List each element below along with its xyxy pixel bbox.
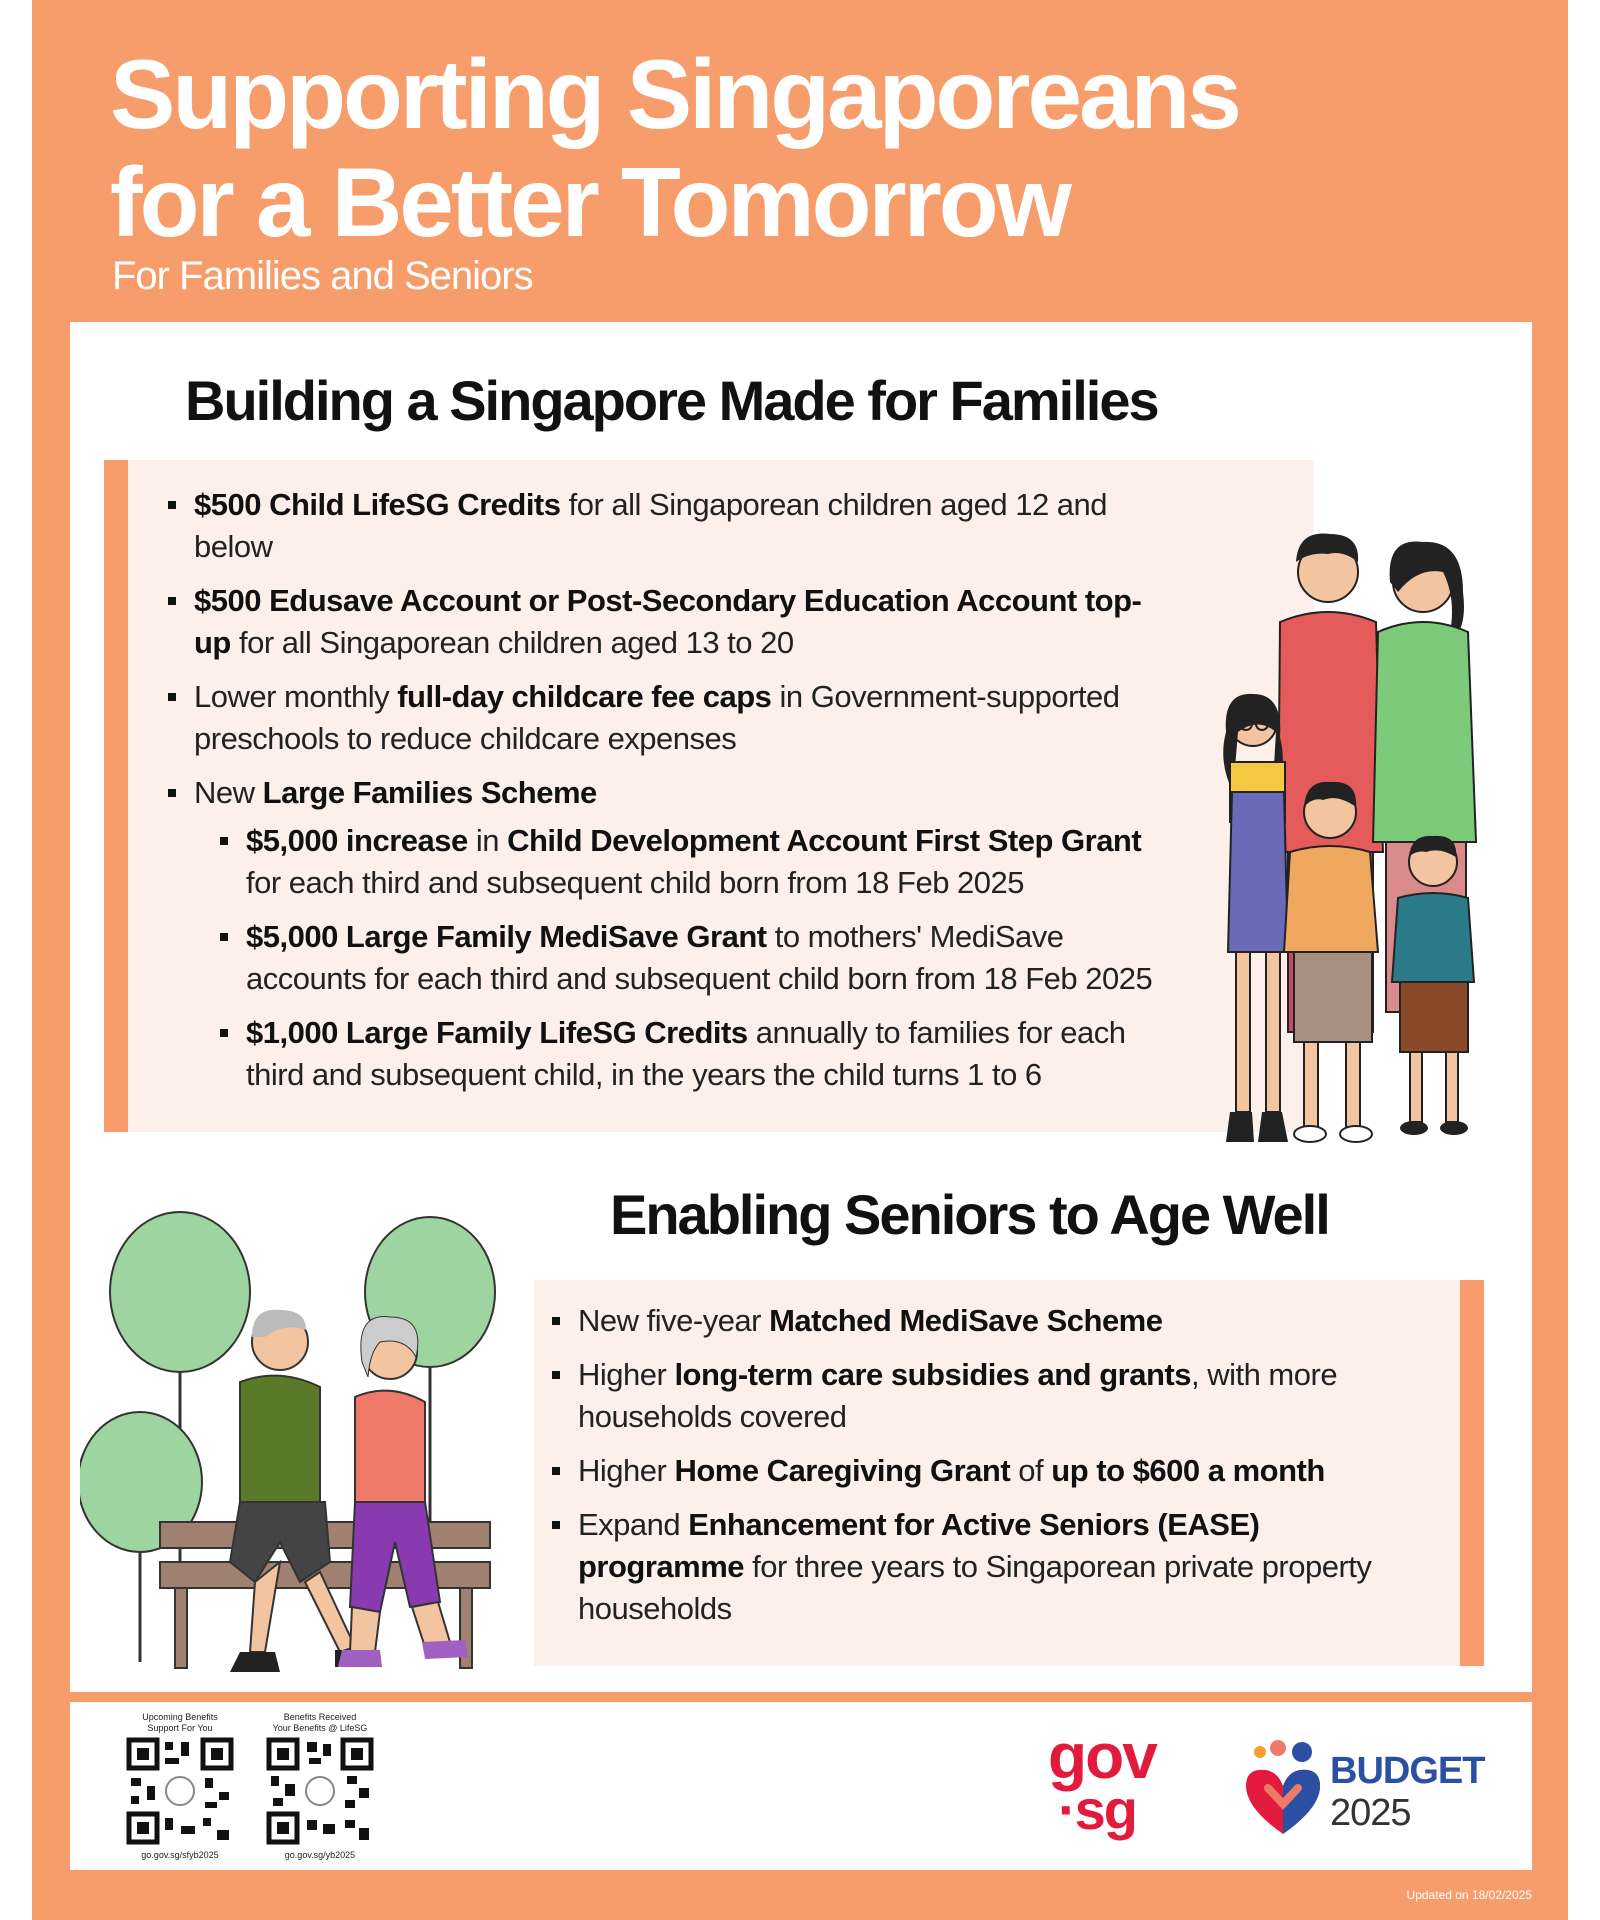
qr-url[interactable]: go.gov.sg/yb2025: [284, 1850, 356, 1860]
govsg-logo-bottom: ·sg: [1058, 1778, 1136, 1841]
qr-caption-line: Upcoming Benefits: [142, 1712, 218, 1722]
item-pre: New five-year: [578, 1303, 770, 1338]
item-bold: $5,000 Large Family MediSave Grant: [246, 919, 767, 954]
item-bold: $1,000 Large Family LifeSG Credits: [246, 1015, 748, 1050]
item-text: for all Singaporean children aged 13 to 20: [230, 625, 794, 660]
list-item: [168, 676, 1168, 760]
govsg-logo-top: gov: [1048, 1720, 1156, 1792]
budget-label: BUDGET: [1330, 1750, 1485, 1792]
budget-2025-logo: [1238, 1738, 1498, 1838]
sub-list-item: [194, 916, 1168, 1000]
families-list: [168, 484, 1168, 1108]
qr-benefits-received[interactable]: [250, 1712, 390, 1860]
seniors-panel: [534, 1280, 1484, 1666]
page-subtitle: For Families and Seniors: [112, 254, 533, 298]
families-panel: [104, 460, 1314, 1132]
item-bold-2: up to $600 a month: [1051, 1453, 1325, 1488]
list-item: [552, 1300, 1412, 1342]
qr-caption: [110, 1712, 250, 1736]
qr-caption-line: Support For You: [147, 1723, 213, 1733]
item-text: annually to families for each third and subsequent child, in the years the child turns 1 to 6: [246, 1015, 1126, 1092]
item-bold: long-term care subsidies and grants: [674, 1357, 1191, 1392]
list-item: [168, 772, 1168, 1096]
budget-heart-icon: [1238, 1738, 1328, 1838]
item-mid: in: [467, 823, 508, 858]
item-text: for three years to Singaporean private property households: [578, 1549, 1372, 1626]
qr-url[interactable]: go.gov.sg/sfyb2025: [141, 1850, 219, 1860]
updated-date: Updated on 18/02/2025: [1406, 1888, 1532, 1902]
item-pre: Expand: [578, 1507, 689, 1542]
item-mid: of: [1010, 1453, 1052, 1488]
list-item: [168, 580, 1168, 664]
qr-code-icon: [125, 1736, 235, 1846]
item-pre: Lower monthly: [194, 679, 398, 714]
list-item: [552, 1354, 1412, 1438]
list-item: [552, 1504, 1412, 1630]
item-bold: Large Families Scheme: [262, 775, 597, 810]
title-line-2: for a Better Tomorrow: [110, 147, 1069, 257]
footer: [70, 1702, 1532, 1870]
item-pre: New: [194, 775, 263, 810]
content-card: [70, 322, 1532, 1692]
qr-code-icon: [265, 1736, 375, 1846]
item-bold: $500 Edusave Account or Post-Secondary Education Account top-up: [194, 583, 1142, 660]
large-families-sublist: [220, 820, 1168, 1096]
page-title: [110, 40, 1239, 256]
item-text: for all Singaporean children aged 12 and below: [194, 487, 1108, 564]
qr-caption: [250, 1712, 390, 1736]
list-item: [552, 1450, 1412, 1492]
qr-upcoming-benefits[interactable]: [110, 1712, 250, 1860]
qr-caption-line: Your Benefits @ LifeSG: [272, 1723, 368, 1733]
govsg-logo: [1048, 1720, 1156, 1841]
item-bold: $5,000 increase: [246, 823, 468, 858]
item-pre: Higher: [578, 1357, 675, 1392]
sub-list-item: [194, 820, 1168, 904]
item-bold-2: Child Development Account First Step Grant: [507, 823, 1142, 858]
family-illustration: [1218, 522, 1518, 1172]
item-bold: Home Caregiving Grant: [674, 1453, 1011, 1488]
list-item: [168, 484, 1168, 568]
item-text: in Government-supported preschools to reduce childcare expenses: [194, 679, 1120, 756]
item-bold: $500 Child LifeSG Credits: [194, 487, 561, 522]
item-text: , with more households covered: [578, 1357, 1338, 1434]
seniors-list: [552, 1300, 1412, 1642]
budget-year: 2025: [1330, 1792, 1411, 1834]
item-bold: Matched MediSave Scheme: [769, 1303, 1163, 1338]
item-pre: Higher: [578, 1453, 675, 1488]
sub-list-item: [194, 1012, 1168, 1096]
seniors-illustration: [80, 1162, 580, 1682]
item-bold: Enhancement for Active Seniors (EASE) programme: [578, 1507, 1260, 1584]
item-text: to mothers' MediSave accounts for each third and subsequent child born from 18 Feb 2025: [246, 919, 1153, 996]
qr-caption-line: Benefits Received: [283, 1712, 357, 1722]
poster: [32, 0, 1568, 1920]
families-heading: Building a Singapore Made for Families: [185, 369, 1158, 432]
item-bold: full-day childcare fee caps: [397, 679, 772, 714]
title-line-1: Supporting Singaporeans: [110, 39, 1239, 149]
item-text: for each third and subsequent child born from 18 Feb 2025: [246, 865, 1025, 900]
seniors-heading: Enabling Seniors to Age Well: [610, 1183, 1329, 1246]
